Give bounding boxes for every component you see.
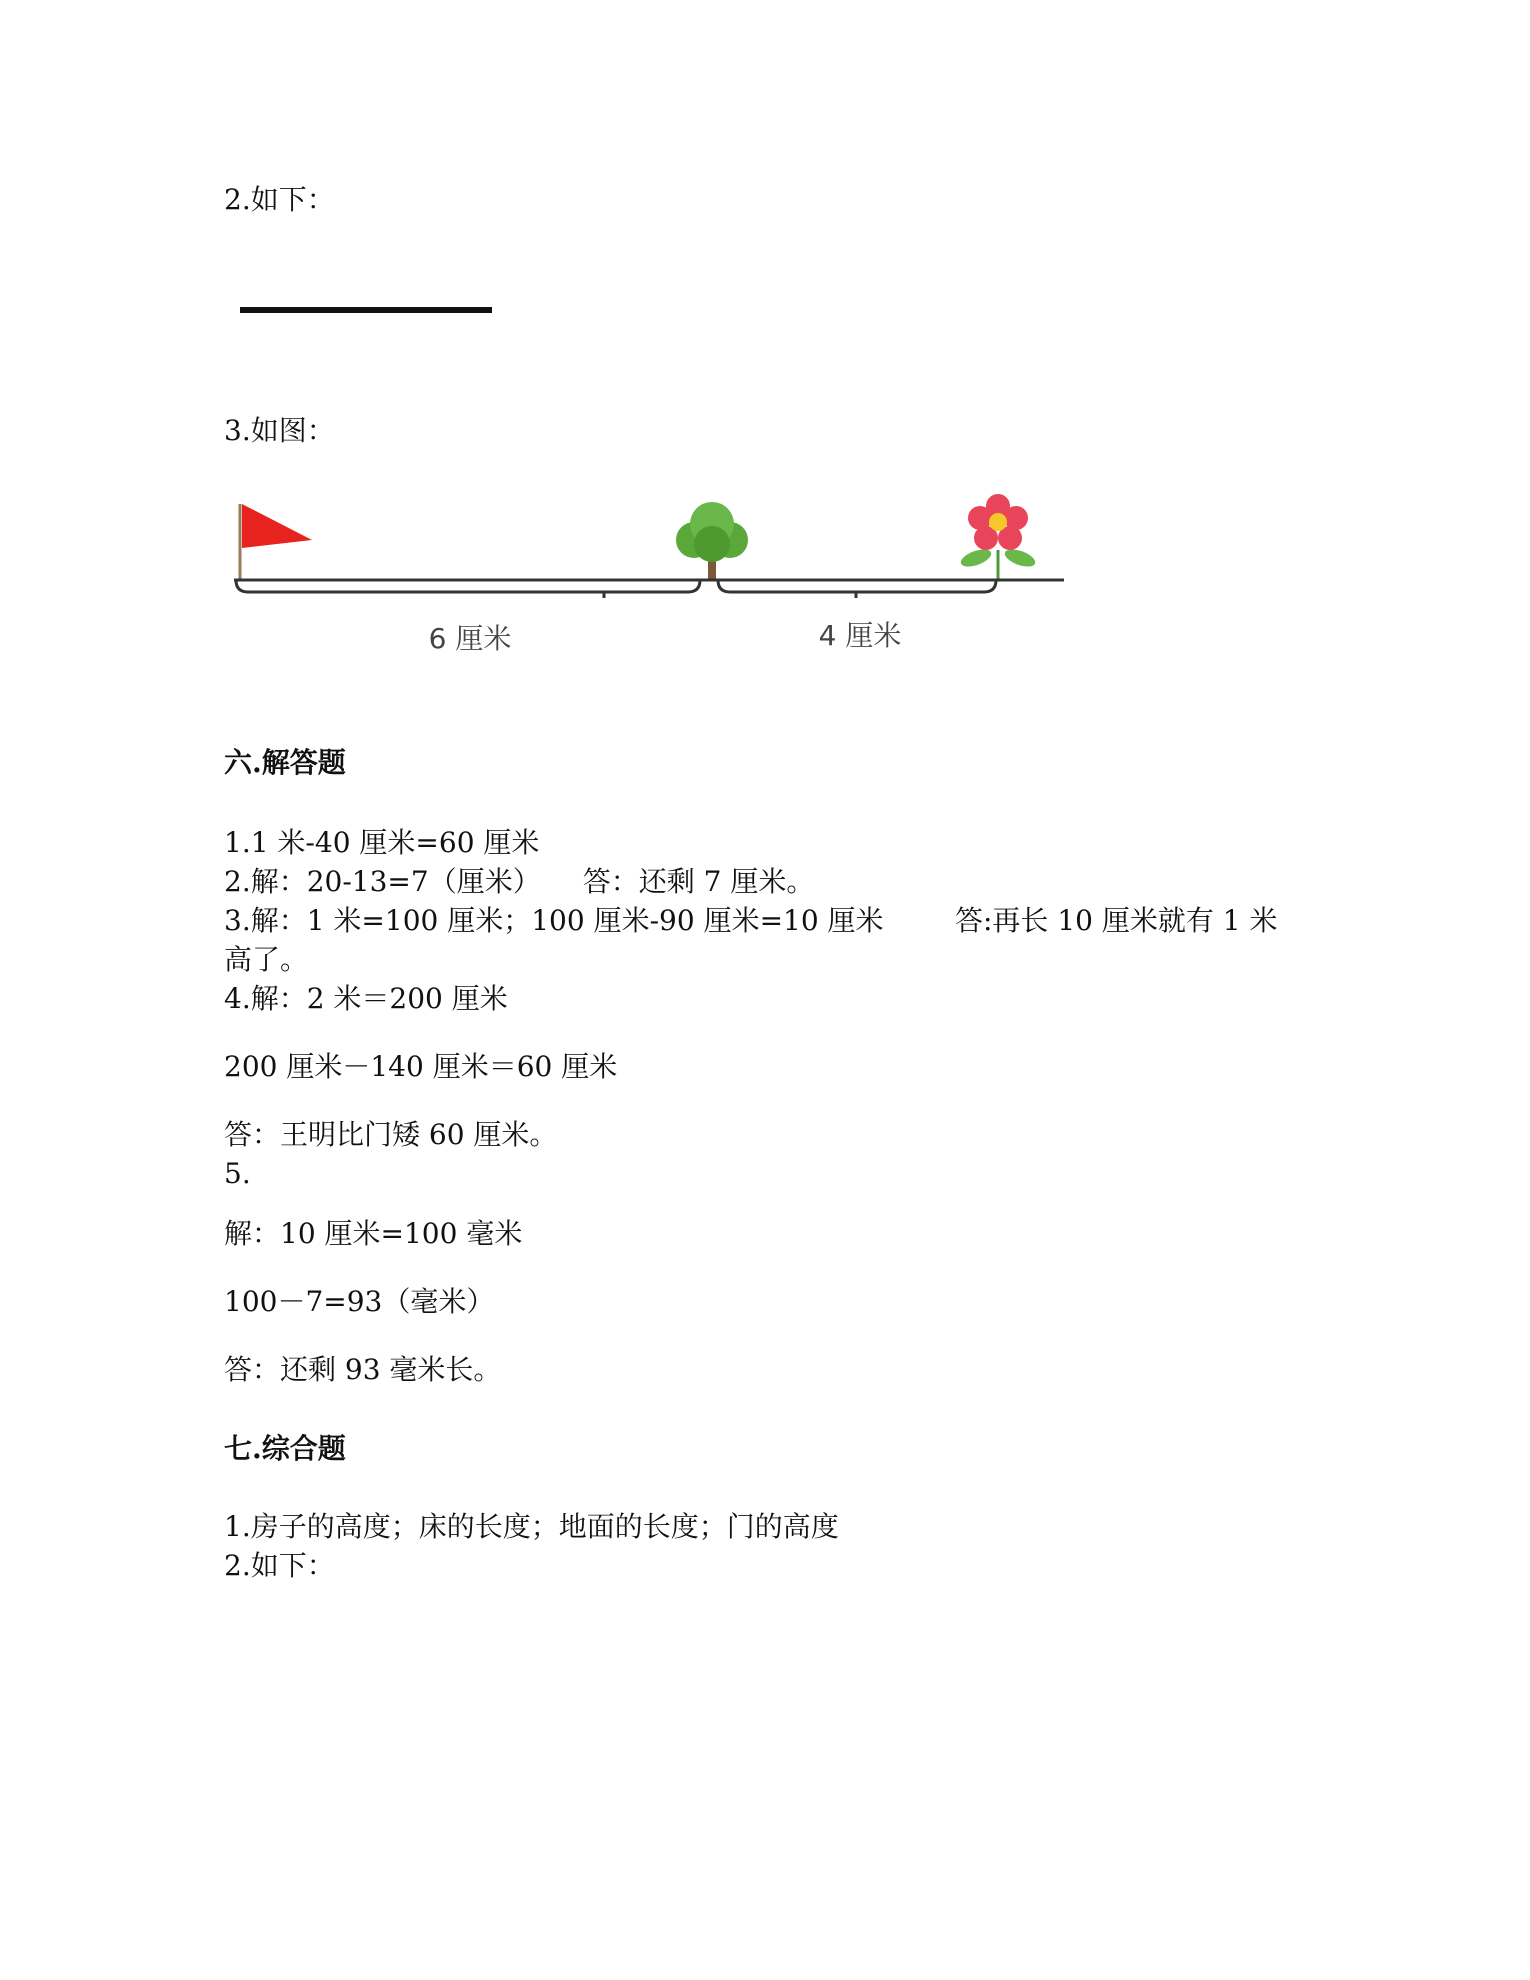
section-6-heading: 六.解答题 (224, 746, 346, 779)
flower-icon (959, 494, 1038, 580)
flag-icon (240, 504, 312, 580)
sec6-q5-line2: 100－7=93（毫米） (224, 1285, 495, 1318)
right-distance-label: 4 厘米 (818, 619, 902, 652)
sec6-q4-line2: 200 厘米－140 厘米＝60 厘米 (224, 1050, 618, 1083)
sec7-q1: 1.房子的高度；床的长度；地面的长度；门的高度 (224, 1510, 839, 1543)
sec6-q3-cont: 高了。 (224, 943, 309, 976)
sec6-q3-left: 3.解：1 米=100 厘米；100 厘米-90 厘米=10 厘米 (224, 904, 884, 937)
sec6-q5-num: 5. (224, 1157, 251, 1190)
tree-icon (676, 502, 748, 580)
sec7-q2: 2.如下： (224, 1549, 335, 1582)
sec6-q5-line3: 答：还剩 93 毫米长。 (224, 1353, 502, 1386)
left-brace (236, 580, 700, 598)
q3-label: 3.如图： (224, 414, 335, 447)
distance-figure (224, 488, 1074, 668)
left-distance-label: 6 厘米 (428, 622, 512, 655)
right-brace (718, 580, 996, 598)
sec6-q1: 1.1 米-40 厘米=60 厘米 (224, 826, 540, 859)
q2-label: 2.如下： (224, 183, 335, 216)
sec6-q4-line1: 4.解：2 米＝200 厘米 (224, 982, 508, 1015)
section-7-heading: 七.综合题 (224, 1432, 346, 1465)
sec6-q2: 2.解：20-13=7（厘米） 答：还剩 7 厘米。 (224, 865, 815, 898)
sec6-q4-line3: 答：王明比门矮 60 厘米。 (224, 1118, 558, 1151)
drawn-line-segment (240, 307, 492, 313)
sec6-q5-line1: 解：10 厘米=100 毫米 (224, 1217, 523, 1250)
sec6-q3-right: 答:再长 10 厘米就有 1 米 (955, 904, 1278, 937)
